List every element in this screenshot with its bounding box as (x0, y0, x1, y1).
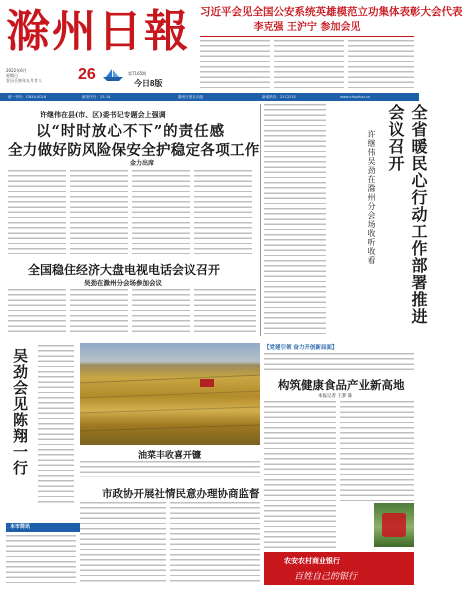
news-briefs-text (6, 535, 76, 583)
right-top-subtitle: 许继伟吴劲在滁州分会场收听收看 (367, 130, 376, 265)
news-hotline: 新闻热线：2112232 (262, 95, 296, 99)
publication-code: 统一刊号：CN34-0016 (8, 95, 47, 99)
mid-text-col-4 (194, 289, 256, 335)
masthead-rule (200, 36, 414, 37)
top-story-text-col-3 (348, 40, 414, 88)
bank-ad[interactable] (264, 552, 414, 585)
bank-slogan: 百姓自己的银行 (294, 572, 358, 582)
mid-title[interactable]: 全国稳住经济大盘电视电话会议召开 (28, 263, 221, 277)
right-top-title[interactable]: 全省暖民心行动工作部署推进会议召开 (386, 104, 428, 325)
bottom-mid-title[interactable]: 市政协开展社情民意办理协商监督 (102, 488, 260, 500)
right-mid-text-col-2 (340, 401, 414, 501)
info-bar (0, 93, 419, 101)
photo-caption: 油菜丰收喜开镰 (138, 451, 202, 461)
lead-title-line-1[interactable]: 以“时时放心不下”的责任感 (36, 123, 226, 140)
right-mid-byline: 本报记者 王梦 陈 (318, 394, 353, 399)
lead-text-col-3 (132, 170, 190, 254)
lead-title-line-2[interactable]: 全力做好防风险保安全护稳定各项工作 (8, 142, 260, 159)
photo-caption-text (80, 461, 260, 477)
right-top-text (264, 104, 326, 336)
right-mid-text-col-1 (264, 401, 336, 549)
lead-byline: 金力出席 (130, 160, 155, 167)
day-number: 26 (78, 66, 96, 83)
postal-code: 邮发代号：25-14 (82, 95, 111, 99)
left-vertical-title[interactable]: 吴劲会见陈翔一行 (11, 348, 29, 476)
mid-subtitle: 吴劲在滁州分会场参加会议 (84, 279, 162, 287)
bottom-mid-text-col-2 (170, 502, 260, 582)
top-story-text-col-2 (274, 40, 344, 88)
boat-icon (102, 68, 124, 82)
right-mid-title[interactable]: 构筑健康食品产业新高地 (278, 378, 405, 392)
lead-text-col-4 (194, 170, 252, 254)
left-story-text (38, 345, 74, 505)
lead-text-col-2 (70, 170, 128, 254)
top-headline[interactable]: 习近平会见全国公安系统英雄模范立功集体表彰大会代表 (200, 6, 463, 18)
product-box-icon (382, 513, 406, 537)
publisher: 滁州日报社出版 (178, 95, 204, 99)
mid-text-col-2 (70, 289, 128, 335)
harvest-photo (80, 343, 260, 445)
newspaper-logo: 滁州日報 (6, 6, 190, 57)
right-mid-lead-text (264, 353, 414, 373)
masthead (0, 0, 463, 92)
lead-text-col-1 (8, 170, 66, 254)
lunar-line: 农历壬寅年五月廿八 (6, 78, 42, 83)
right-mid-tag: 【党建引领 奋力开创新局面】 (264, 345, 338, 351)
top-story-text-col-1 (200, 40, 270, 88)
bank-name: 农安农村商业银行 (284, 556, 340, 565)
bottom-mid-text-col-1 (80, 502, 166, 582)
issue-number: 第7165期 (128, 71, 147, 76)
top-subheadline: 李克强 王沪宁 参加会见 (253, 22, 361, 33)
website: www.chuzhou.cn (340, 95, 371, 99)
lead-kicker: 许继伟在县(市、区)委书记专题会上强调 (40, 110, 166, 119)
weekday-line: 星期日 (6, 73, 18, 78)
page-count: 今日8版 (134, 79, 163, 88)
field-pattern (80, 343, 260, 445)
mid-text-col-3 (132, 289, 190, 335)
mid-text-col-1 (8, 289, 66, 335)
column-divider (260, 104, 261, 336)
news-briefs-tag: 本市简讯 (6, 523, 80, 532)
date-block (6, 68, 76, 83)
date-line: 2022年6月 (6, 68, 27, 73)
product-photo (374, 503, 414, 547)
